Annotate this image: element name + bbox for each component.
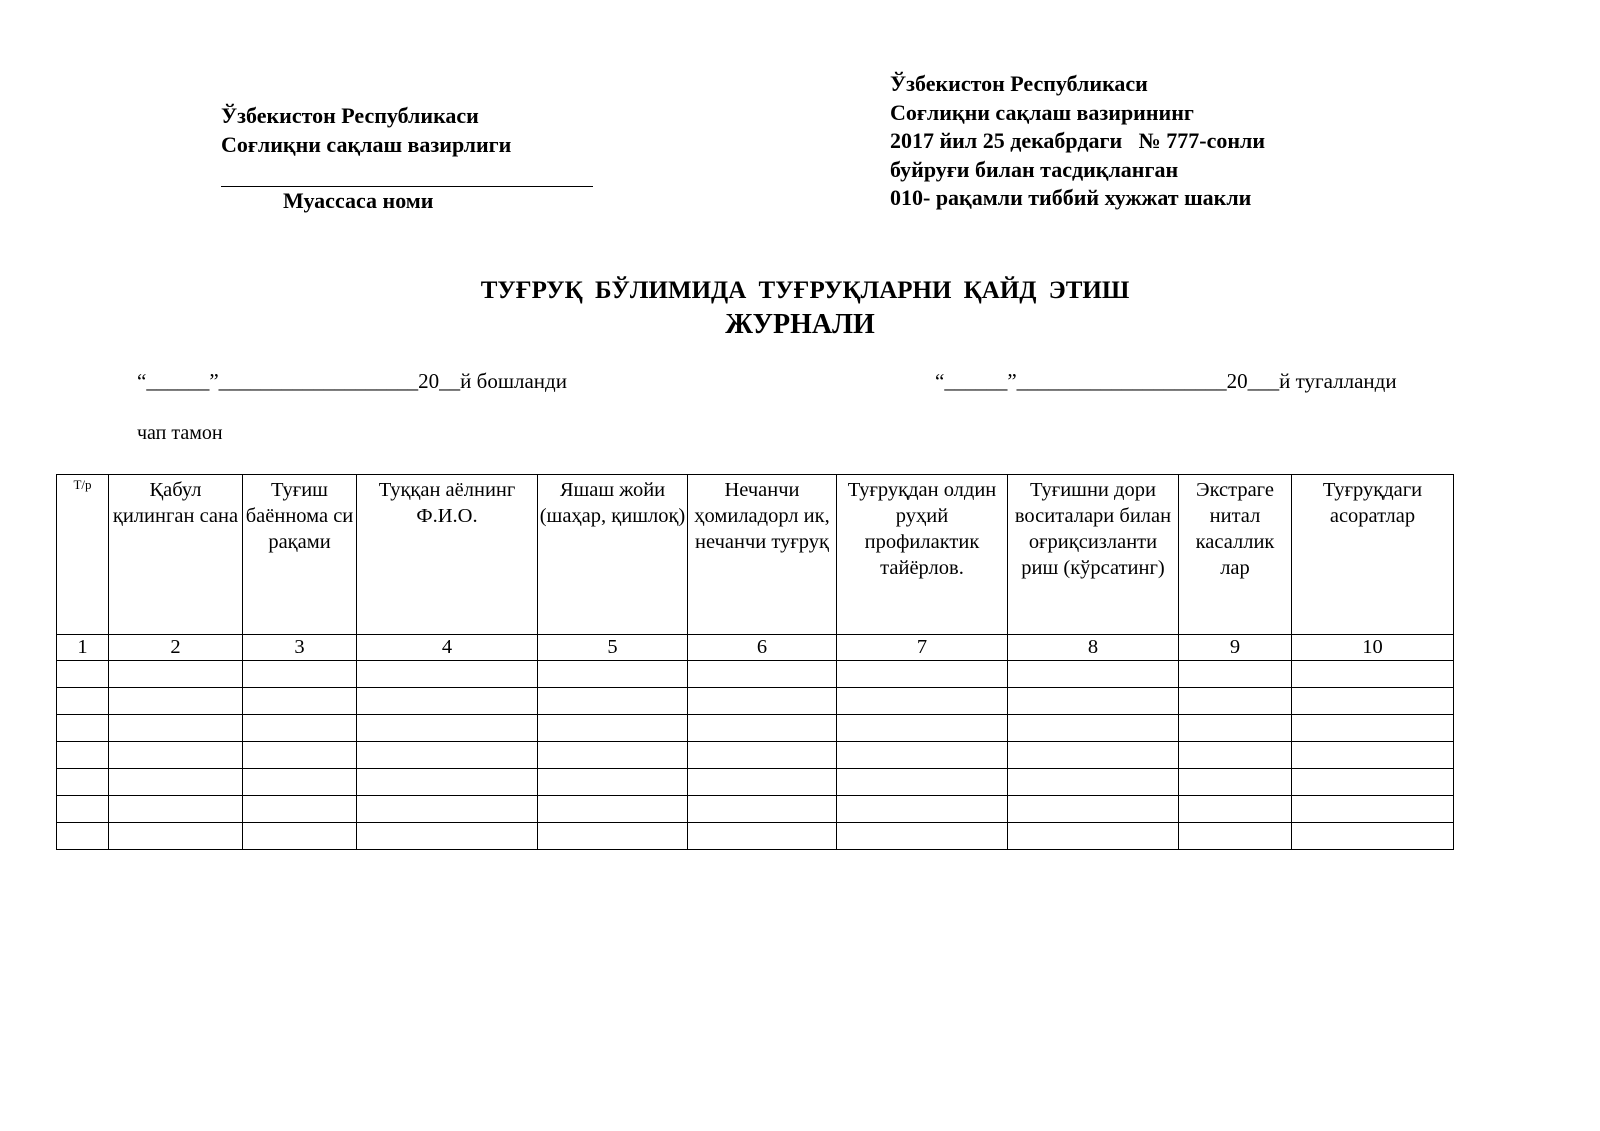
table-cell[interactable] (538, 796, 688, 823)
table-cell[interactable] (688, 715, 837, 742)
header-left (221, 102, 593, 216)
institution-name-line (221, 159, 593, 187)
table-cell[interactable] (243, 661, 357, 688)
column-header: Туққан аёлнинг Ф.И.О. (357, 475, 538, 635)
table-cell[interactable] (1292, 742, 1454, 769)
table-cell[interactable] (837, 742, 1008, 769)
column-header: Нечанчи ҳомиладорл ик, нечанчи туғруқ (688, 475, 837, 635)
column-number: 3 (243, 635, 357, 661)
table-cell[interactable] (1292, 823, 1454, 850)
table-cell[interactable] (1292, 769, 1454, 796)
table-cell[interactable] (1008, 769, 1179, 796)
table-row (57, 769, 1454, 796)
birth-register-table (56, 474, 1454, 850)
table-header-row (57, 475, 1454, 635)
table-cell[interactable] (538, 688, 688, 715)
table-cell[interactable] (57, 688, 109, 715)
table-cell[interactable] (688, 688, 837, 715)
table-cell[interactable] (357, 769, 538, 796)
table-cell[interactable] (57, 661, 109, 688)
table-cell[interactable] (1179, 796, 1292, 823)
header-right (890, 70, 1265, 213)
table-cell[interactable] (538, 661, 688, 688)
table-cell[interactable] (1179, 661, 1292, 688)
column-header: Т/р (57, 475, 109, 635)
header-right-line-4: буйруғи билан тасдиқланган (890, 156, 1179, 182)
header-right-line-5: 010- рақамли тиббий хужжат шакли (890, 185, 1252, 210)
table-cell[interactable] (243, 688, 357, 715)
table-cell[interactable] (243, 715, 357, 742)
table-cell[interactable] (837, 823, 1008, 850)
table-cell[interactable] (1008, 661, 1179, 688)
column-number: 7 (837, 635, 1008, 661)
column-number: 9 (1179, 635, 1292, 661)
table-cell[interactable] (837, 688, 1008, 715)
header-left-country: Ўзбекистон Республикаси (221, 103, 479, 128)
header-right-line-3: 2017 йил 25 декабрдаги № 777-сонли (890, 128, 1266, 153)
document-title-2: ЖУРНАЛИ (725, 309, 875, 340)
table-cell[interactable] (357, 688, 538, 715)
table-cell[interactable] (357, 823, 538, 850)
table-cell[interactable] (109, 661, 243, 688)
table-cell[interactable] (243, 796, 357, 823)
column-header: Туғиш баённома си рақами (243, 475, 357, 635)
table-row (57, 796, 1454, 823)
end-date-line: “______”____________________20___й тугалланди (935, 369, 1397, 393)
table-cell[interactable] (357, 796, 538, 823)
table-cell[interactable] (688, 769, 837, 796)
column-header: Туғруқдаги асоратлар (1292, 475, 1454, 635)
table-cell[interactable] (688, 742, 837, 769)
table-cell[interactable] (837, 796, 1008, 823)
column-header: Қабул қилинган сана (109, 475, 243, 635)
column-number: 2 (109, 635, 243, 661)
table-cell[interactable] (1292, 661, 1454, 688)
table-cell[interactable] (538, 823, 688, 850)
table-cell[interactable] (109, 688, 243, 715)
table-cell[interactable] (837, 715, 1008, 742)
table-cell[interactable] (357, 742, 538, 769)
table-cell[interactable] (1179, 742, 1292, 769)
header-left-ministry: Соғлиқни сақлаш вазирлиги (221, 131, 512, 157)
table-cell[interactable] (1008, 688, 1179, 715)
table-cell[interactable] (57, 715, 109, 742)
column-number: 5 (538, 635, 688, 661)
table-cell[interactable] (688, 661, 837, 688)
column-number: 1 (57, 635, 109, 661)
table-cell[interactable] (1008, 715, 1179, 742)
table-cell[interactable] (1179, 769, 1292, 796)
column-number: 4 (357, 635, 538, 661)
table-cell[interactable] (357, 661, 538, 688)
table-cell[interactable] (243, 823, 357, 850)
table-cell[interactable] (57, 769, 109, 796)
table-cell[interactable] (109, 796, 243, 823)
table-row (57, 661, 1454, 688)
institution-name-label: Муассаса номи (283, 188, 434, 213)
column-number: 8 (1008, 635, 1179, 661)
table-cell[interactable] (243, 742, 357, 769)
table-cell[interactable] (688, 796, 837, 823)
table-cell[interactable] (1292, 796, 1454, 823)
table-cell[interactable] (1179, 823, 1292, 850)
column-number: 10 (1292, 635, 1454, 661)
table-cell[interactable] (1008, 742, 1179, 769)
table-cell[interactable] (538, 715, 688, 742)
table-row (57, 688, 1454, 715)
table-cell[interactable] (1179, 688, 1292, 715)
table-cell[interactable] (837, 769, 1008, 796)
table-cell[interactable] (538, 769, 688, 796)
start-date-line: “______”___________________20__й бошланди (137, 369, 567, 393)
table-cell[interactable] (243, 769, 357, 796)
header-right-line-1: Ўзбекистон Республикаси (890, 71, 1148, 96)
table-cell[interactable] (109, 715, 243, 742)
header-right-line-2: Соғлиқни сақлаш вазирининг (890, 99, 1194, 125)
table-cell[interactable] (109, 823, 243, 850)
table-cell[interactable] (109, 769, 243, 796)
table-cell[interactable] (1008, 796, 1179, 823)
table-row (57, 823, 1454, 850)
table-cell[interactable] (1292, 715, 1454, 742)
table-cell[interactable] (1008, 823, 1179, 850)
table-cell[interactable] (1179, 715, 1292, 742)
column-header: Экстраге нитал касаллик лар (1179, 475, 1292, 635)
table-row (57, 742, 1454, 769)
table-cell[interactable] (57, 823, 109, 850)
table-cell[interactable] (57, 742, 109, 769)
document-title: ТУҒРУҚ БЎЛИМИДА ТУҒРУҚЛАРНИ ҚАЙД ЭТИШ (480, 277, 1130, 304)
side-label: чап тамон (137, 422, 223, 444)
table-cell[interactable] (688, 823, 837, 850)
table-cell[interactable] (357, 715, 538, 742)
table-cell[interactable] (538, 742, 688, 769)
column-header: Туғишни дори воситалари билан оғриқсизланти риш (кўрсатинг) (1008, 475, 1179, 635)
column-header: Туғруқдан олдин руҳий профилактик тайёрлов. (837, 475, 1008, 635)
column-number-row (57, 635, 1454, 661)
table-cell[interactable] (837, 661, 1008, 688)
column-number: 6 (688, 635, 837, 661)
column-header: Яшаш жойи (шаҳар, қишлоқ) (538, 475, 688, 635)
table-cell[interactable] (1292, 688, 1454, 715)
table-row (57, 715, 1454, 742)
table-cell[interactable] (57, 796, 109, 823)
table-cell[interactable] (109, 742, 243, 769)
